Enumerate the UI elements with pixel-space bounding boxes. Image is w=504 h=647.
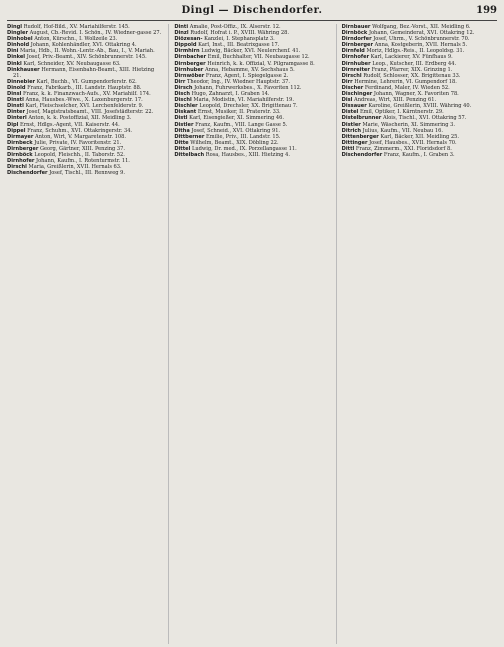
- entry-name: Dirnbacher: [174, 54, 207, 61]
- entry-details: Karl, Schneider, XV. Neubaugasse 63.: [23, 60, 121, 67]
- entry-name: Dirnböck: [341, 30, 368, 37]
- entry-details: Maria, Greißlerin, XVII. Hernals 63.: [28, 164, 122, 171]
- entry-details: Karl, Buchb., VI. Gumpendorferstr. 62.: [36, 78, 137, 85]
- entry-name: Dittinger: [341, 139, 368, 146]
- entry-details: Karl, Inst., III. Beatrixgasse 17.: [198, 42, 280, 49]
- entry-details: Karl, Eisengießer, XI. Simmering 46.: [189, 115, 284, 122]
- entry-details: Amalie, Post-Offiz., IX. Alserstr. 12.: [189, 24, 281, 30]
- entry-name: Dischler: [174, 103, 198, 110]
- entry-details: Franz, Kaufm., I. Graben 3.: [383, 151, 455, 158]
- entry-name: Dirndorfer: [341, 36, 372, 43]
- entry-name: Dinhold: [7, 42, 30, 49]
- entry-details: Ludwig, Dr. med., IX. Porzellangasse 11.: [192, 145, 297, 152]
- column-2: [168, 24, 329, 644]
- entry-name: Dinterl: [7, 115, 27, 122]
- entry-details: Franz, k. k. Finanzwach-Aufs., XV. Mariahilf. 174.: [23, 91, 151, 98]
- entry-name: Distler: [174, 121, 194, 128]
- entry-name: Ditrich: [341, 127, 361, 134]
- entry-name: Dippel: [7, 127, 26, 134]
- entry-name: Dirschl: [7, 164, 27, 171]
- column-3: [336, 24, 497, 644]
- entry-name: Dirschl: [341, 72, 362, 79]
- directory-entry: [342, 152, 497, 158]
- entry-details: Alois, Tischl., XVI. Ottakring 57.: [382, 115, 467, 122]
- entry-name: Dinzl: [174, 30, 189, 37]
- entry-details: Franz, Fabrikarb., III. Landstr. Hauptstr. 88.: [27, 84, 142, 91]
- entry-name: Dinstl: [7, 97, 24, 104]
- entry-name: Dittl: [341, 145, 355, 152]
- entry-details: Leopold, Drechsler, XX. Brigittenau 7.: [199, 103, 298, 110]
- entry-details: Emilie, Priv., III. Landstr. 15.: [206, 133, 281, 140]
- entry-name: Dischinger: [341, 91, 373, 98]
- entry-details: Ernst, Hdlgs.-Agent, VII. Kaiserstr. 44.: [20, 121, 120, 128]
- entry-name: Dirnfeld: [341, 48, 365, 55]
- entry-name: Disl: [341, 97, 353, 104]
- columns: [7, 24, 497, 644]
- running-title: Dingl — Dischendorfer.: [181, 5, 323, 16]
- entry-details: Ludwig, Bäcker, XVI. Neulerchenf. 41.: [201, 48, 301, 55]
- entry-name: Disch: [174, 91, 190, 98]
- entry-name: Distler: [341, 121, 361, 128]
- entry-name: Distelbrunner: [341, 115, 382, 122]
- entry-details: Rudolf, Schlosser, XX. Brigittenau 33.: [363, 72, 461, 79]
- entry-details: Anton, Kürschn., I. Wollzeile 23.: [34, 36, 118, 43]
- entry-name: Dischendorfer: [341, 151, 383, 158]
- entry-details: Hermann, Eisenbahn-Beamt., XIII. Hietzing 21.: [13, 66, 155, 79]
- entry-details: Johann, Kaufm., I. Rotenturmstr. 11.: [36, 158, 130, 165]
- entry-name: Dinsl: [7, 91, 22, 98]
- entry-name: Dingl: [7, 24, 22, 30]
- directory-entry: [174, 152, 329, 158]
- entry-details: Ferdinand, Maler, IV. Wieden 52.: [364, 84, 450, 91]
- entry-name: Dinter: [7, 109, 26, 116]
- entry-name: Discher: [341, 84, 364, 91]
- entry-name: Dirnwöber: [174, 72, 205, 79]
- entry-details: Wilhelm, Beamt., XIX. Döbling 22.: [190, 139, 279, 146]
- entry-name: Dirnhofer: [341, 54, 370, 61]
- entry-name: Distel: [341, 109, 359, 116]
- entry-name: Dischl: [174, 97, 192, 104]
- entry-details: Julie, Private, IV. Favoritenstr. 21.: [34, 139, 122, 146]
- entry-name: Diskant: [174, 109, 197, 116]
- entry-name: Dittenberger: [341, 133, 379, 140]
- page-header: [7, 4, 497, 21]
- entry-details: Karl, Bäcker, XII. Meidling 25.: [380, 133, 459, 140]
- entry-name: Dinnebier: [7, 78, 36, 85]
- entry-name: Dinold: [7, 84, 26, 91]
- entry-name: Dirmhirn: [174, 48, 200, 55]
- entry-details: Leop., Kutscher, III. Erdberg 44.: [372, 60, 457, 67]
- entry-details: Marie, Wäscherin, XI. Simmering 3.: [362, 121, 455, 128]
- entry-details: Theodor, Ing., IV. Wiedner Hauptstr. 37.: [186, 78, 290, 85]
- entry-details: Josef, Priv.-Beamt., XIV. Schönbrunnerstr. 145.: [26, 54, 147, 61]
- entry-details: Josef, Hausbes., XVII. Hernals 70.: [369, 139, 457, 146]
- entry-name: Dinstl: [7, 103, 24, 110]
- entry-details: Leopold, Fleischh., II. Taborstr. 52.: [34, 151, 125, 158]
- entry-details: Anna, Kostgeberin, XVII. Hernals 5.: [374, 42, 468, 49]
- entry-details: Moriz, Hdlgs.-Reis., II. Leopoldsg. 31.: [366, 48, 465, 55]
- entry-name: Dirnbeck: [7, 139, 33, 146]
- entry-details: Julius, Kaufm., VII. Neubau 16.: [362, 127, 444, 134]
- entry-details: Rudolf, Hof-Bild., XV. Mariahilferstr. 145.: [23, 24, 130, 30]
- entry-details: Anna, Hebamme, XV. Sechshaus 5.: [204, 66, 295, 73]
- entry-name: Ditte: [174, 139, 189, 146]
- entry-name: Diözesan-: [174, 36, 203, 43]
- entry-name: Dittel: [174, 145, 191, 152]
- entry-details: Wolfgang, Bez.-Vorst., XII. Meidling 6.: [372, 24, 471, 30]
- entry-name: Dirnberger: [7, 145, 39, 152]
- entry-name: Distl: [174, 115, 188, 122]
- entry-name: Dirr: [174, 78, 186, 85]
- entry-name: Dittberner: [174, 133, 205, 140]
- entry-details: Franz, Kaufm., VIII. Lange Gasse 5.: [195, 121, 288, 128]
- entry-details: Emil, Buchhalter, VII. Neubaugasse 12.: [207, 54, 310, 61]
- entry-details: Karl, Lackierer, XV. Fünfhaus 9.: [370, 54, 453, 61]
- entry-details: Heinrich, k. k. Offizial, V. Pilgramgasse 8.: [207, 60, 315, 67]
- column-1: [7, 24, 162, 644]
- entry-name: Dirnreiter: [341, 66, 370, 73]
- entry-name: Dipl: [7, 121, 19, 128]
- entry-details: Johann, Gemeinderat, XVI. Ottakring 12.: [368, 30, 475, 37]
- page-number: 199: [476, 5, 497, 16]
- entry-details: Rosa, Hausbes., XIII. Hietzing 4.: [205, 151, 291, 158]
- entry-details: Johann, Wagner, X. Favoriten 78.: [373, 91, 459, 98]
- entry-details: Franz, Schuhm., XVI. Ottakringerstr. 34.: [27, 127, 133, 134]
- entry-details: Franz, Zimmerm., XXI. Floridsdorf 8.: [355, 145, 452, 152]
- entry-details: Anton, k. k. Postoffizial, XII. Meidling 3.: [28, 115, 132, 122]
- entry-name: Dinkl: [7, 60, 22, 67]
- directory-entry: [7, 170, 162, 176]
- entry-details: Karoline, Greißlerin, XVIII. Währing 40.: [368, 103, 472, 110]
- entry-details: Josef, Magistratsbeamt., VIII. Josefstädterstr. 22.: [26, 109, 154, 116]
- entry-details: Karl, Fleischselcher, XVI. Lerchenfelderstr. 9.: [25, 103, 144, 110]
- entry-name: Dinkel: [7, 54, 26, 61]
- entry-name: Dirmayer: [7, 133, 34, 140]
- entry-name: Dirnhuber: [341, 60, 371, 67]
- entry-name: Dirnböck: [7, 151, 33, 158]
- entry-name: Dirnhofer: [7, 158, 35, 165]
- entry-details: Johann, Kohlenhändler, XVI. Ottakring 4.: [30, 42, 137, 49]
- entry-name: Dini: [7, 48, 19, 55]
- entry-details: August, Cb.-Revid. I. Schön., IV. Wiedner-gasse 27.: [29, 30, 162, 37]
- entry-name: Dirnberger: [174, 60, 206, 67]
- directory-entry: [7, 67, 162, 79]
- entry-details: Maria, Modistin, VI. Mariahilferstr. 19.: [193, 97, 294, 104]
- entry-details: Hermine, Lehrerin, VI. Gumpendorf 18.: [354, 78, 457, 85]
- entry-details: Anna, Hausbes.-Wwe., X. Laxenburgerstr. 17.: [25, 97, 143, 104]
- entry-name: Dinkhauser: [7, 66, 40, 73]
- entry-name: Dinhobel: [7, 36, 33, 43]
- entry-details: Anton, Wirt, V. Margaretenstr. 108.: [35, 133, 127, 140]
- entry-details: Franz, Pfarrer, XIX. Grinzing 1.: [371, 66, 453, 73]
- entry-name: Dirr: [341, 78, 353, 85]
- entry-name: Dirnbauer: [341, 24, 371, 30]
- entry-name: Dingler: [7, 30, 28, 37]
- entry-name: Dischendorfer: [7, 170, 48, 177]
- entry-details: Ernst, Musiker, II. Praterstr. 33.: [197, 109, 281, 116]
- entry-details: Josef, Tischl., III. Rennweg 9.: [49, 170, 125, 177]
- entry-details: Maria, Hdb., II. Wohn.-Lentr.-Ab., Bau, I., V. Mariah.: [19, 48, 155, 55]
- entry-name: Dippold: [174, 42, 197, 49]
- entry-details: Emil, Optiker, I. Kärntnerstr. 29.: [359, 109, 444, 116]
- entry-name: Dirnhuber: [174, 66, 204, 73]
- entry-details: Johann, Fuhrwerksbes., X. Favoriten 112.: [194, 84, 302, 91]
- entry-details: Josef, Schneid., XVI. Ottakring 91.: [191, 127, 281, 134]
- entry-details: Georg, Gärtner, XIII. Penzing 37.: [39, 145, 126, 152]
- entry-name: Dirnberger: [341, 42, 373, 49]
- entry-details: Hugo, Zahnarzt, I. Graben 14.: [191, 91, 270, 98]
- entry-details: Franz, Agent, I. Spiegelgasse 2.: [205, 72, 289, 79]
- entry-details: Rudolf, Hofrat i. P., XVIII. Währing 28.: [190, 30, 289, 37]
- entry-name: Dinti: [174, 24, 189, 30]
- entry-details: Andreas, Wirt, XIII. Penzing 61.: [354, 97, 437, 104]
- entry-details: Josef, Uhrm., V. Schönbrunnerstr. 70.: [373, 36, 470, 43]
- entry-name: Dittelbach: [174, 151, 205, 158]
- entry-details: Kanzlei, I. Stephansplatz 3.: [204, 36, 275, 43]
- entry-name: Dirsch: [174, 84, 193, 91]
- entry-name: Ditha: [174, 127, 190, 134]
- entry-name: Dissauer: [341, 103, 367, 110]
